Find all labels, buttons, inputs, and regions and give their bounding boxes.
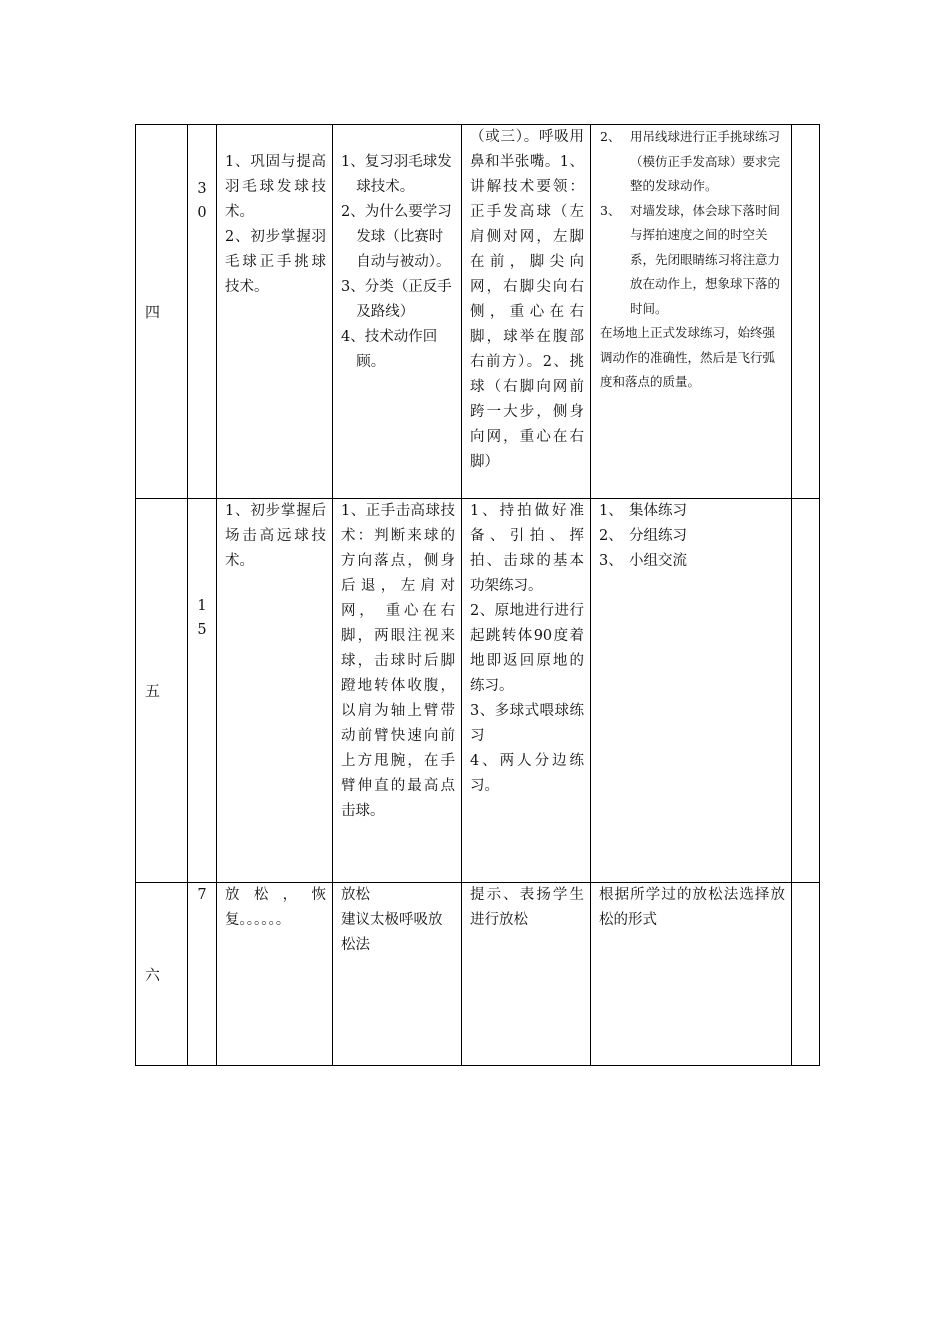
methods-item: 1、持拍做好准备、引拍、挥拍、击球的基本功架练习。 [470, 503, 584, 594]
content-item: 3、分类（正反手及路线） [341, 279, 452, 320]
methods-item: 3、多球式喂球练习 [470, 703, 584, 744]
content-cell [333, 883, 462, 1066]
minutes-digit: 0 [197, 205, 207, 221]
goal-item: 2、初步掌握羽毛球正手挑球技术。 [225, 229, 326, 295]
content-item: 1、正手击高球技术：判断来球的方向落点，侧身后退，左肩对网， 重心在右脚，两眼注视来球，击球时后脚蹬地转体收腹，以肩为轴上臂带动前臂快速向前上方甩腕，在手臂伸直的最高点击球。 [341, 503, 455, 819]
lesson-plan-table [135, 124, 820, 1066]
minutes-digit: 7 [197, 887, 207, 903]
goal-item: 1、初步掌握后场击高远球技术。 [225, 503, 326, 569]
organization-cell [591, 499, 792, 883]
item-text: 用吊线球进行正手挑球练习（模仿正手发高球）要求完整的发球动作。 [630, 129, 781, 193]
minutes-digit: 3 [197, 181, 207, 197]
organization-item [599, 549, 785, 574]
organization-cell [591, 883, 792, 1066]
methods-cell [462, 125, 591, 499]
organization-note: 在场地上正式发球练习，始终强调动作的准确性，然后是飞行弧度和落点的质量。 [600, 325, 776, 389]
item-number: 3、 [600, 202, 621, 218]
content-item: 2、为什么要学习发球（比赛时自动与被动）。 [341, 204, 452, 270]
section-number: 六 [136, 883, 188, 1066]
organization-cell [591, 125, 792, 499]
blank-cell [792, 883, 820, 1066]
minutes-digit: 1 [197, 598, 207, 614]
minutes-cell [188, 125, 217, 499]
table-row [136, 125, 820, 499]
item-text: 对墙发球，体会球下落时间与挥拍速度之间的时空关系，先闭眼睛练习将注意力放在动作上，想象球下落的时间。 [630, 202, 781, 316]
minutes-cell [188, 499, 217, 883]
content-cell [333, 125, 462, 499]
content-item: 4、技术动作回顾。 [341, 329, 438, 370]
table-row [136, 883, 820, 1066]
goal-item: 1、巩固与提高羽毛球发球技术。 [225, 154, 326, 220]
organization-item [600, 199, 785, 322]
content-cell [333, 499, 462, 883]
organization-text: 根据所学过的放松法选择放松的形式 [599, 887, 785, 928]
blank-cell [792, 499, 820, 883]
minutes-digit: 5 [197, 622, 207, 638]
organization-item [599, 499, 785, 524]
blank-cell [792, 125, 820, 499]
goals-cell [217, 499, 333, 883]
methods-item: 提示、表扬学生进行放松 [470, 887, 584, 928]
item-number: 1、 [599, 503, 623, 519]
table-row [136, 499, 820, 883]
methods-cell [462, 499, 591, 883]
content-item: 建议太极呼吸放松法 [341, 912, 443, 953]
methods-cell [462, 883, 591, 1066]
methods-text: （或三）。呼吸用鼻和半张嘴。1、讲解技术要领：正手发高球（左肩侧对网，左脚在前，脚尖向网，右脚尖向右侧，重心在右脚，球举在腹部右前方）。2、挑球（右脚向网前跨一大步，侧身向网，重心在右脚） [470, 129, 584, 470]
organization-item [599, 524, 785, 549]
minutes-cell [188, 883, 217, 1066]
item-text: 分组练习 [629, 528, 687, 544]
item-number: 2、 [599, 528, 623, 544]
methods-item: 2、原地进行进行起跳转体90度着地即返回原地的练习。 [470, 603, 584, 694]
section-number: 五 [136, 499, 188, 883]
item-number: 2、 [600, 129, 621, 144]
content-item: 放松 [341, 887, 370, 903]
content-item: 1、复习羽毛球发球技术。 [341, 154, 452, 195]
item-text: 小组交流 [629, 553, 687, 569]
methods-item: 4、两人分边练习。 [470, 753, 584, 794]
goal-item: 放 松 ， 恢复。。。。。。 [225, 887, 326, 928]
goals-cell [217, 125, 333, 499]
section-number: 四 [136, 125, 188, 499]
item-number: 3、 [599, 553, 623, 569]
organization-item [600, 125, 785, 199]
goals-cell [217, 883, 333, 1066]
item-text: 集体练习 [629, 503, 687, 519]
